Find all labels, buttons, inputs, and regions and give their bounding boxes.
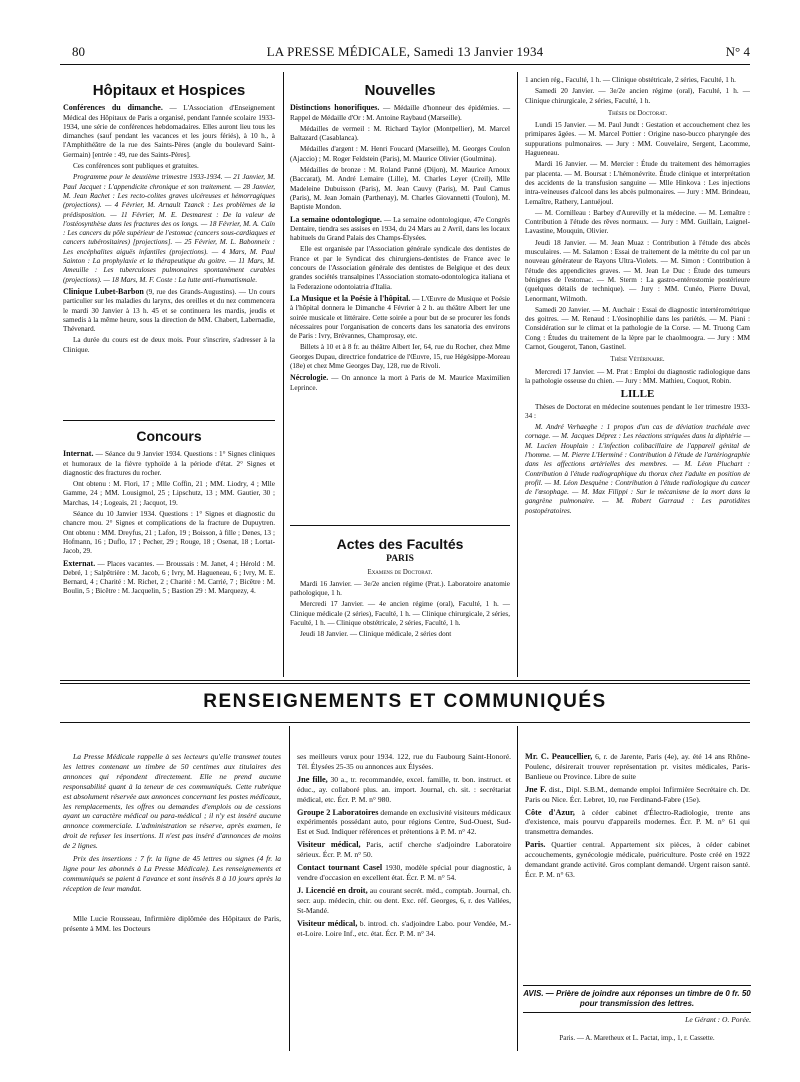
column-divider-2 — [517, 72, 518, 677]
ad-peaucellier-text: 6, r. de Jarente, Paris (4e), ay. été 14 ans Rhône-Poulenc, désirerait trouver représentation pr. visites médicales, Paris-Banlieue ou Province. Libre de suite — [525, 752, 751, 781]
conferences-paragraph — [63, 103, 275, 160]
necrologie-paragraph — [290, 373, 510, 393]
musique-paragraph — [290, 294, 510, 341]
ad-visiteur-medical-2 — [297, 919, 511, 939]
ad-groupe-laboratoires-heading: Groupe 2 Laboratoires — [297, 807, 379, 817]
gerant-line: Le Gérant : O. Porée. — [685, 1015, 751, 1024]
ad-groupe-laboratoires-text: demande en exclusivité visiteurs médicaux expérimentés possédant auto, pour régions Centre, Sud-Ouest, Sud-Est et Sud. Indiquer références et prétentions à P. M. n° 42. — [297, 807, 511, 837]
ad-licencie-droit — [297, 886, 511, 916]
ads-section-title: RENSEIGNEMENTS ET COMMUNIQUÉS — [203, 691, 607, 712]
ad-visiteur-medical-1-heading: Visiteur médical, — [297, 840, 361, 850]
theses-lundi: Lundi 15 Janvier. — M. Paul Jundt : Gestation et accouchement chez les primipares âgées. — M. Marcel Pottier : Origine naso-bucco pharyngée des suppurations pulmonaires. — Jury : MM. Couvelaire, Sergent, Lacomme, Hagueneau. — [525, 121, 750, 158]
lubet-barbon-text: (9, rue des Grands-Augustins). — Un cours particulier sur les maladies du larynx, des oreilles et du nez commencera le mardi 30 Janvier à 13 h. 45 et se continuera les mardis, jeudis et samedis à la même heure, sous la direction de MM. Chabert, Labernadie, Thévenard. — [63, 287, 275, 334]
ad-peaucellier-heading: Mr. C. Peaucellier, — [525, 752, 593, 761]
odontologique-text: — La semaine odontologique, 47e Congrès Dentaire, tiendra ses assises en 1934, du 24 Mars au 2 Avril, dans les locaux habituels du Grand Palais des Champs-Élysées. — [290, 215, 511, 243]
ad-jeune-femme-text: dist., Dipl. S.B.M., demande emploi Infirmière Secrétaire ch. Dr. Paris ou Nice. Écr. Lebret, 10, rue Ferdinand-Fabre (15e). — [525, 784, 750, 804]
musique-text: — L'Œuvre de Musique et Poésie à l'hôpital donnera le Dimanche 4 Février à 2 h. au théâtre Albert Ier une soirée musicale et littéraire. Cette soirée a pour but de se procurer les fonds nécessaires pour l'organisation de concerts dans les sanatoria des environs de Paris : Ivry, Brévannes, Champrosay, etc. — [290, 294, 511, 341]
medailles-vermeil: Médailles de vermeil : M. Richard Taylor (Montpellier), M. Marcel Baltazard (Casablanca). — [290, 124, 510, 143]
odontologique-organisation: Elle est organisée par l'Association générale syndicale des dentistes de France et par le Syndicat des chirurgiens-dentistes de France avec le concours de l'Association générale des dentistes de Belgique et des deux grandes sociétés transalpines l'Association stomato-odontologica italiana et la Federazione odontoiatria d'Italia. — [290, 245, 510, 291]
avis-notice: AVIS. — Prière de joindre aux réponses un timbre de 0 fr. 50 pour transmission des lettres. — [523, 985, 751, 1013]
examens-mercredi: Mercredi 17 Janvier. — 4e ancien régime (oral), Faculté, 1 h. — Clinique médicale (2 séries), Faculté, 1 h. — Clinique chirurgicale, 2 séries, Faculté, 1 h. — Clinique obstétricale, 2 séries, Faculté, 1 h. — [290, 600, 510, 628]
ad-jeune-femme-heading: Jne F. — [525, 784, 547, 794]
musique-billets: Billets à 10 et à 8 fr. au théâtre Albert Ier, 64, rue du Rocher, chez Mme Georges Dupau, directrice fondatrice de l'Œuvre, 15, rue Hégésippe-Moreau (18e) et chez Mme Georges Day, 128, rue de Rivoli. — [290, 343, 510, 371]
conferences-text: — L'Association d'Enseignement Médical des Hôpitaux de Paris a organisé, pendant l'année scolaire 1933-1934, une série de conférences hebdomadaires. Elles auront lieu tous les dimanches (sauf pendant les vacances et les jours fériés), à 10 h., à l'Amphithéâtre de la rue des Saints-Pères (angle du boulevard Saint-Germain) [entrée : 49, rue des Saints-Pères]. — [63, 104, 276, 159]
medailles-argent: Médailles d'argent : M. Henri Foucard (Marseille), M. Georges Coulon (Ajaccio) ; M. Roger Feldstein (Paris), M. Maurice Olivier (Goulmina). — [290, 145, 510, 163]
musique-heading: La Musique et la Poésie à l'hôpital. — [290, 293, 411, 303]
ad-licencie-droit-text: au courant secrét. méd., comptab. Journal, ch. secr. aup. médecin, chir. ou dent. Exc. réf. Georges, 6, r. des Vallées, St-Mandé. — [297, 885, 512, 915]
conferences-public: Ces conférences sont publiques et gratuites. — [73, 162, 199, 171]
ads-column-3 — [525, 752, 750, 980]
conferences-heading: Conférences du dimanche. — [63, 103, 163, 113]
column-1-bottom — [63, 428, 275, 678]
ads-rule-top-1 — [60, 680, 750, 681]
column-divider-1 — [283, 72, 284, 677]
lille-theses: M. André Verhaeghe : 1 propos d'un cas de déviation trachéale avec cornage. — M. Jacques Déprez : Les réactions striquées dans la diphtérie — M. Lucien Houplain : L'infection colibacillaire de l'appareil génital de l'homme. — M. Pierre L'Herminé : Contribution à l'étude de l'artériographie dans les affections artérielles des membres. — M. Léon Pluchart : Contribution à l'étude radiographique du thorax chez l'adulte en position de profil. — M. Léon Desquène : Contribution à l'étude radiologique du cancer de l'œsophage. — M. Max Filippi : Sur le mécanisme de la mort dans la gangrène pulmonaire. — M. Robert Garraud : Les parotidites postopératoires. — [525, 423, 750, 515]
ads-column-2 — [297, 752, 511, 1052]
ad-paris-cabinet-text: Quartier central. Appartement six pièces, à céder cabinet accouchements, gynécologie médicale, puériculture. Poste créé en 1922 demandant grande activité. Gros complant demandé. Urgent raison santé. Écr. P. M. n° 63. — [525, 840, 750, 879]
odontologique-paragraph — [290, 215, 510, 244]
these-veterinaire-heading: Thèse Vétérinaire. — [610, 356, 665, 364]
necrologie-text: — On annonce la mort à Paris de M. Maurice Maximilien Leprince. — [290, 374, 511, 392]
medailles-bronze: Médailles de bronze : M. Roland Panné (Dijon), M. Maurice Arnoux (Baccarat), M. André Lemaire (Lille), M. Charles Leyer (Creil), Mlle Madeleine Dubuisson (Paris), M. Jean Cauvy (Paris), M. Paul Camus (Paris), M. Jean Jomain (Parthenay), M. Charles Giovannetti (Toulon), M. Baptiste Mondon. — [290, 166, 510, 212]
theses-mardi: Mardi 16 Janvier. — M. Mercier : Étude du traitement des hémorragies par placenta. — M. Boursat : L'hémonévrite. Étude clinique et interprétation des accidents de la transfusion sanguine — Mlle Hinkova : Les injections intra-veineuses d'alcool dans les abcès pulmonaires. — Jury : MM. Brindeau, Lemaître, Rathery, Lantuéjoul. — [525, 160, 750, 206]
section-rule-facultes — [290, 525, 510, 526]
externat-paragraph — [63, 559, 275, 597]
column-2-bottom — [290, 536, 510, 678]
internat-paragraph — [63, 449, 275, 478]
ad-jeune-fille-text: 30 a., tr. recommandée, excel. famille, tr. bon. instruct. et éduc., ay. collaboré plus. an. import. Journal, ch. sit. : secrétariat médical, etc. Écr. P. M. n° 980. — [297, 774, 511, 804]
ad-licencie-droit-heading: J. Licencié en droit, — [297, 885, 368, 895]
page-header — [60, 44, 750, 62]
imprimeur-line: Paris. — A. Maretheux et L. Pactat, imp., 1, r. Cassette. — [559, 1034, 715, 1042]
examens-continuation: 1 ancien rég., Faculté, 1 h. — Clinique obstétricale, 2 séries, Faculté, 1 h. — [525, 76, 736, 84]
section-title-nouvelles: Nouvelles — [364, 82, 436, 99]
ads-rule-top-2 — [60, 683, 750, 684]
theses-samedi: Samedi 20 Janvier. — M. Auchair : Essai de diagnostic intertérométrique des goitres. — M. Renaud : L'éosinophilie dans les pariétés. — M. Piani : Considération sur le climat et la pathologie de la Corse. — M. Truong Cam Cong : Études du traitement de la lèpre par le chaolmoogra. — Jury : MM Carnot, Gougerot, Tanon, Gastinel. — [525, 305, 750, 352]
internat-results-2: Séance du 10 Janvier 1934. Questions : 1° Signes et diagnostic du chancre mou. 2° Signes et complications de la fracture de Dupuytren. Ont obtenu : MM. Dreyfus, 21 ; Lafon, 19 ; Boisson, à fille ; Denes, 13 ; Hofmann, 16 ; Duflo, 17 ; Pecher, 29 ; Rouge, 18 ; Osenat, 18 ; Lortat-Jacob, 29. — [63, 510, 275, 556]
ad-peaucellier — [525, 752, 750, 782]
ad-rousseau-continuation: ses meilleurs vœux pour 1934. 122, rue du Faubourg Saint-Honoré. Tél. Élysées 25-35 ou annonces aux Élysées. — [297, 752, 511, 771]
examens-samedi: Samedi 20 Janvier. — 3e/2e ancien régime (oral), Faculté, 1 h. — Clinique chirurgicale, 2 séries, Faculté, 1 h. — [525, 87, 750, 105]
ad-contact-casel-heading: Contact tournant Casel — [297, 863, 383, 873]
ad-visiteur-medical-1-text: Paris, actif cherche s'adjoindre Laboratoire sérieux. Écr. P. M. n° 50. — [297, 840, 511, 860]
externat-text: — Places vacantes. — Broussais : M. Janet, 4 ; Hérold : M. Debré, 1 ; Salpêtrière : M. Jacob, 6 ; Ivry, M. Hagueneau, 6 ; Ivry, M. E. Bernard, 4 ; Charité : M. Richet, 2 ; Charité : M. Carrié, 7 ; Bicêtre : M. Boulin, 5 ; Bicêtre : M. Jacquelin, 5 ; Bastion 29 : M. Marquezy, 4. — [63, 559, 275, 596]
ads-intro: La Presse Médicale rappelle à ses lecteurs qu'elle transmet toutes les lettres contenant un timbre de 50 centimes aux titulaires des annonces qui répondent directement. Elle ne prend aucune responsabilité quant à la teneur de ces communiqués. Cette rubrique est absolument réservée aux annonces concernant les postes médicaux, les remplacements, les offres ou demandes d'emplois ou de cessions ayant un caractère médical ou para-médical ; il n'y est inséré aucune annonce commerciale. L'administration se réserve, après examen, le droit de refuser les insertions. Il n'est pas inséré d'annonces de moins de 2 lignes. — [63, 752, 281, 851]
lubet-barbon-paragraph — [63, 287, 275, 334]
paris-heading: PARIS — [386, 554, 414, 565]
ad-contact-casel — [297, 863, 511, 883]
theses-mardi-2: — M. Cornilleau : Barbey d'Aurevilly et la médecine. — M. Lemaître : Contribution à l'étude des rêves normaux. — Jury : MM. Guillain, Laignel-Lavastine, Mouquin, Olivier. — [525, 208, 750, 236]
section-title-facultes: Actes des Facultés — [336, 536, 464, 552]
ads-divider-1 — [289, 726, 290, 1051]
ad-visiteur-medical-2-heading: Visiteur médical, — [297, 918, 358, 928]
distinctions-heading: Distinctions honorifiques. — [290, 103, 380, 113]
internat-results-1: Ont obtenu : M. Flori, 17 ; Mlle Coffin, 21 ; MM. Liodry, 4 ; Mlle Gamme, 24 ; MM. Lousigmol, 25 ; Lipschutz, 13 ; MM. Gautier, 30 ; Marchas, 14 ; Logeais, 21 ; Jacquot, 19. — [63, 480, 275, 507]
ad-paris-cabinet — [525, 840, 750, 880]
necrologie-heading: Nécrologie. — [290, 373, 329, 383]
ad-paris-cabinet-heading: Paris. — [525, 840, 546, 850]
these-veterinaire: Mercredi 17 Janvier. — M. Prat : Emploi du diagnostic radiologique dans la pathologie osseuse du chien. — Jury : MM. Mathieu, Coquot, Robin. — [525, 367, 750, 385]
lille-heading: LILLE — [620, 388, 655, 401]
section-title-hopitaux: Hôpitaux et Hospices — [92, 82, 246, 99]
ad-cote-azur — [525, 808, 750, 838]
ad-visiteur-medical-1 — [297, 840, 511, 860]
column-3 — [525, 76, 750, 678]
theses-heading: Thèses de Doctorat. — [607, 109, 668, 117]
ad-cote-azur-text: à céder cabinet d'Électro-Radiologie, trente ans d'existence, mais pourvu d'appareils modernes. Écr. P. M. n° 61 qui transmettra demandes. — [525, 807, 750, 837]
distinctions-paragraph — [290, 103, 510, 123]
issue-number: N° 4 — [725, 44, 750, 59]
ads-prices: Prix des insertions : 7 fr. la ligne de 45 lettres ou signes (4 fr. la ligne pour les abonnés à La Presse Médicale). Les renseignements et communiqués se paient à l'avance et sont insérés 8 à 10 jours après la réception de leur mandat. — [63, 854, 281, 893]
ad-jeune-fille — [297, 775, 511, 805]
examens-mardi: Mardi 16 Janvier. — 3e/2e ancien régime (Prat.). Laboratoire anatomie pathologique, 1 h. — [290, 579, 510, 598]
examens-heading: Examens de Doctorat. — [367, 568, 433, 576]
distinctions-text: — Médaille d'honneur des épidémies. — Rappel de Médaille d'Or : M. Antoine Raybaud (Marseille). — [290, 104, 511, 122]
ad-lucie-rousseau: Mlle Lucie Rousseau, Infirmière diplômée des Hôpitaux de Paris, présente à MM. les Docteurs — [63, 913, 281, 933]
examens-jeudi: Jeudi 18 Janvier. — Clinique médicale, 2 séries dont — [300, 630, 452, 639]
theses-jeudi: Jeudi 18 Janvier. — M. Jean Muaz : Contribution à l'étude des abcès musculaires. — M. Salamon : Essai de traitement de la métrite du col par un nouveau générateur de Rayons Ultra-Violets. — M. Simon : Contribution à l'étude des appendicites graves. — M. Jean Le Duc : Étude des tumeurs bénignes de l'estomac. — M. Sterm : La gastro-entérostomie postérieure (quelques détails de technique). — Jury : MM. Cunéo, Pierre Duval, Lenormant, Wilmoth. — [525, 238, 750, 303]
section-title-concours: Concours — [136, 428, 202, 444]
ad-jeune-fille-heading: Jne fille, — [297, 774, 328, 784]
ad-contact-casel-text: 1930, modèle spécial pour diagnostic, à vendre d'occasion en excellent état. Écr. P. M. n° 54. — [297, 863, 511, 882]
column-2-top — [290, 82, 511, 514]
ads-rule-bottom — [60, 722, 750, 723]
column-1-top — [63, 82, 276, 426]
page-number: 80 — [72, 44, 85, 59]
internat-text: — Séance du 9 Janvier 1934. Questions : 1° Signes cliniques et humoraux de la fièvre typhoïde à la période d'état. 2° Signes et diagnostic des fractures du rocher. — [63, 450, 275, 477]
odontologique-heading: La semaine odontologique. — [290, 214, 382, 224]
journal-name: LA PRESSE MÉDICALE, — [266, 44, 411, 59]
ads-column-1 — [63, 752, 281, 1052]
section-rule-concours — [63, 420, 275, 421]
ad-cote-azur-heading: Côte d'Azur, — [525, 807, 575, 817]
ad-jeune-femme — [525, 785, 750, 805]
ads-divider-2 — [517, 726, 518, 1051]
lille-intro: Thèses de Doctorat en médecine soutenues pendant le 1er trimestre 1933-34 : — [525, 402, 750, 420]
conferences-program: Programme pour le deuxième trimestre 1933-1934. — 21 Janvier, M. Paul Jacquet : L'appendicite chronique et son traitement. — 28 Janvier, M. Jean Rachet : Les recto-colites graves ulcéreuses et hémorragiques (projections). — 4 Février, M. Arnault Tzanck : Les problèmes de la prédisposition. — 11 Février, M. E. Desmarest : De la valeur de l'ostéosynthèse dans les fractures des os longs. — 18 Février, M. A. Caïn : Les cancers du pôle supérieur de l'estomac (cancers sous-cardiaques et cancers tubérositaires) [projections]. — 25 Février, M. L. Babonneix : Les encéphalites aiguës infantiles (projections). — 4 Mars, M. Paul Sainton : La prophylaxie et la thérapeutique du goitre. — 11 Mars, M. Ameuille : Les tuberculoses pulmonaires spontanément curables (projections). — 18 Mars, M. F. Coste : La lutte anti-rhumatismale. — [63, 173, 275, 284]
header-center — [60, 44, 750, 60]
header-rule — [60, 64, 750, 65]
issue-date: Samedi 13 Janvier 1934 — [413, 44, 544, 59]
internat-heading: Internat. — [63, 449, 94, 459]
lubet-barbon-duration: La durée du cours est de deux mois. Pour s'inscrire, s'adresser à la Clinique. — [63, 336, 275, 354]
lubet-barbon-heading: Clinique Lubet-Barbon — [63, 286, 144, 296]
ad-groupe-laboratoires — [297, 808, 511, 838]
ad-visiteur-medical-2-text: b. introd. ch. s'adjoindre Labo. pour Vendée, M.-et-Loire. Loire Inf., etc. état. Écr. P. M. n° 34. — [297, 918, 511, 938]
externat-heading: Externat. — [63, 558, 96, 568]
